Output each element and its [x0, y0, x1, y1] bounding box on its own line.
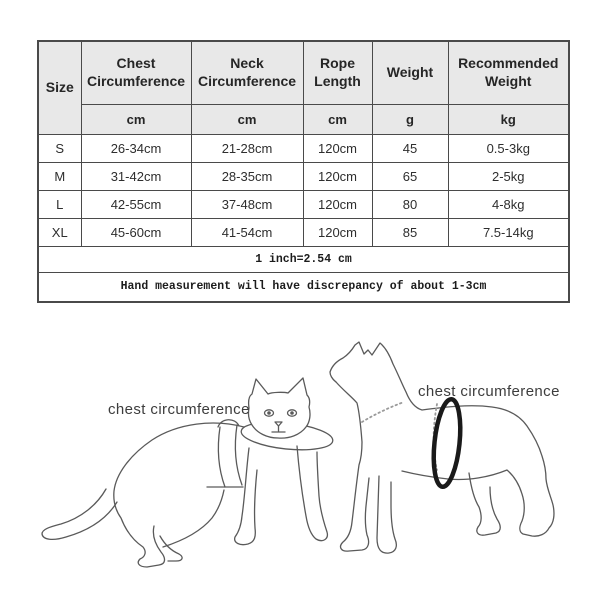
recommended-weight-value: 7.5-14kg: [448, 218, 569, 246]
cat-far-hind-leg: [160, 536, 182, 561]
table-row-l: [38, 190, 569, 218]
dog-illustration: [330, 342, 554, 553]
column-header-rope: Rope Length: [303, 41, 372, 104]
unit-weight: g: [372, 104, 448, 134]
note-row-inch: [38, 246, 569, 272]
dog-chest-circumference-label: chest circumference: [418, 383, 560, 400]
rope-value: 120cm: [303, 190, 372, 218]
table-row-m: [38, 162, 569, 190]
neck-value: 21-28cm: [191, 134, 303, 162]
weight-value: 45: [372, 134, 448, 162]
note-inch-conversion: 1 inch=2.54 cm: [38, 246, 569, 272]
column-header-neck: Neck Circumference: [191, 41, 303, 104]
rope-value: 120cm: [303, 218, 372, 246]
dog-body-outline: [330, 342, 554, 536]
unit-rope: cm: [303, 104, 372, 134]
neck-value: 37-48cm: [191, 190, 303, 218]
cat-front-leg-near: [235, 448, 257, 545]
size-value: XL: [38, 218, 81, 246]
chest-value: 26-34cm: [81, 134, 191, 162]
unit-chest: cm: [81, 104, 191, 134]
size-value: M: [38, 162, 81, 190]
column-header-chest: Chest Circumference: [81, 41, 191, 104]
column-header-weight: Weight: [372, 41, 448, 104]
chest-value: 42-55cm: [81, 190, 191, 218]
note-measurement-discrepancy: Hand measurement will have discrepancy of about 1-3cm: [38, 272, 569, 302]
cat-belly-line: [163, 490, 224, 547]
column-header-size: Size: [38, 41, 81, 134]
neck-value: 41-54cm: [191, 218, 303, 246]
unit-row: [38, 104, 569, 134]
header-row: [38, 41, 569, 104]
dog-neck-dotted-line: [362, 402, 404, 422]
table-row-xl: [38, 218, 569, 246]
cat-body-outline: [114, 423, 244, 567]
weight-value: 80: [372, 190, 448, 218]
weight-value: 65: [372, 162, 448, 190]
neck-value: 28-35cm: [191, 162, 303, 190]
cat-chest-band: [218, 427, 225, 487]
cat-chest-circumference-label: chest circumference: [108, 401, 250, 418]
column-header-recommended-weight: Recommended Weight: [448, 41, 569, 104]
recommended-weight-value: 2-5kg: [448, 162, 569, 190]
chest-value: 45-60cm: [81, 218, 191, 246]
size-chart-table: [37, 40, 570, 303]
dog-hind-leg-far: [469, 473, 500, 535]
unit-recommended-weight: kg: [448, 104, 569, 134]
dog-front-leg-near: [336, 382, 369, 551]
cat-chest-band: [235, 425, 242, 485]
rope-value: 120cm: [303, 162, 372, 190]
note-row-measurement: [38, 272, 569, 302]
cat-head: [248, 378, 310, 438]
table-row-s: [38, 134, 569, 162]
recommended-weight-value: 0.5-3kg: [448, 134, 569, 162]
chest-value: 31-42cm: [81, 162, 191, 190]
unit-neck: cm: [191, 104, 303, 134]
measurement-illustration: [0, 330, 600, 600]
dog-chest-band-ellipse: [430, 398, 464, 488]
cat-front-leg-far: [297, 446, 327, 541]
cat-tail: [42, 489, 117, 539]
dog-front-leg-far: [377, 476, 396, 553]
rope-value: 120cm: [303, 134, 372, 162]
weight-value: 85: [372, 218, 448, 246]
recommended-weight-value: 4-8kg: [448, 190, 569, 218]
size-value: S: [38, 134, 81, 162]
size-value: L: [38, 190, 81, 218]
